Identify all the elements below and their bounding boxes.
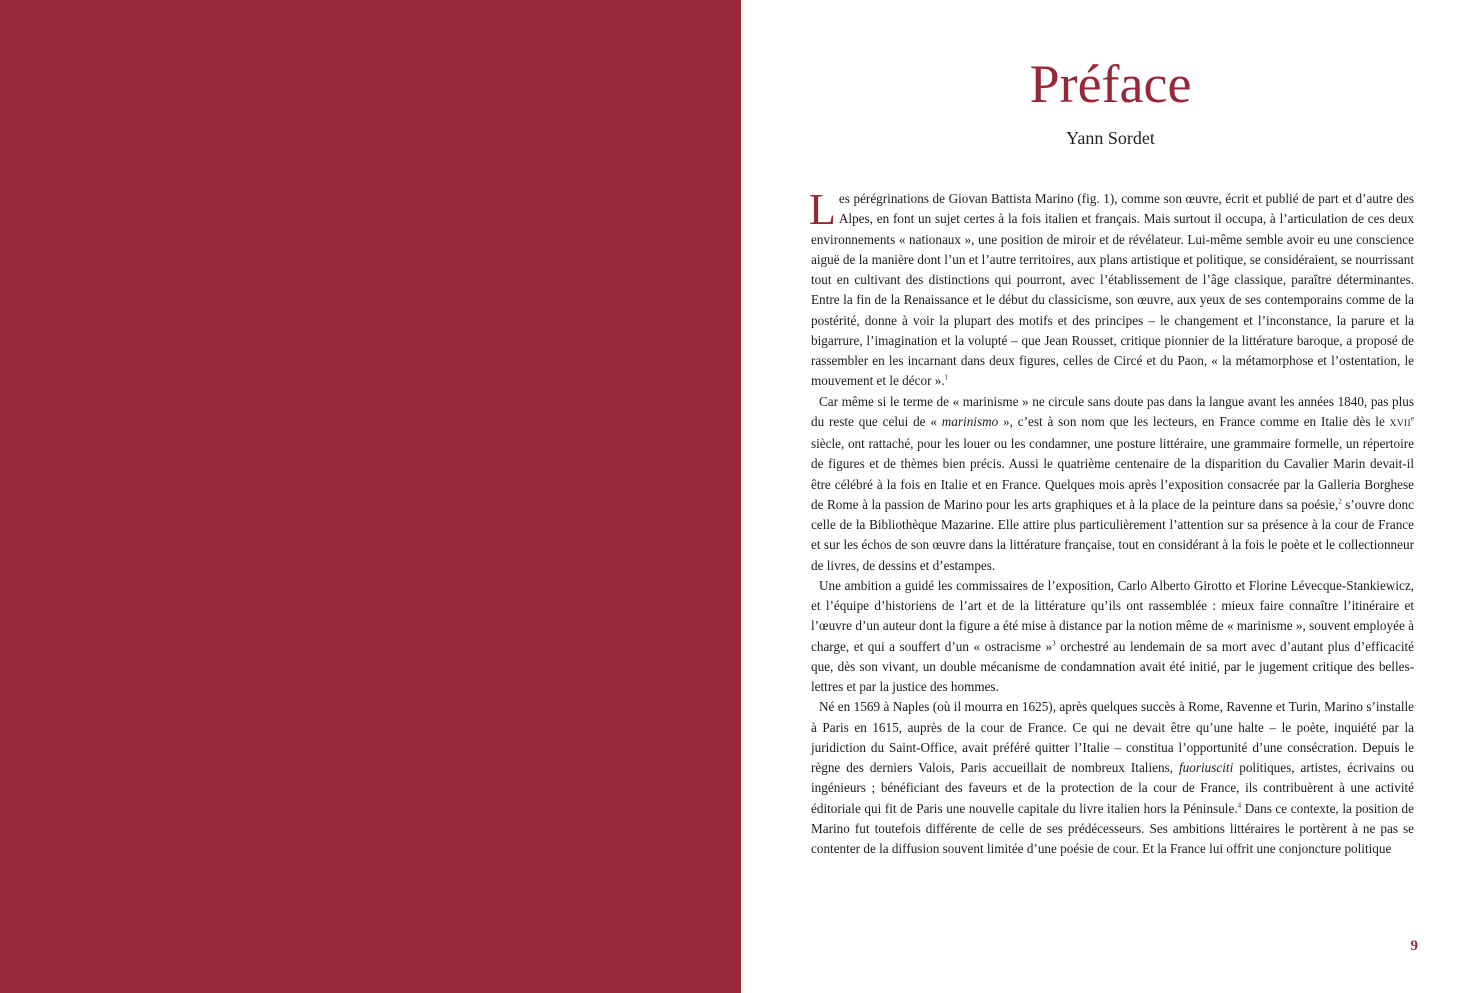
body-text <box>809 185 1415 859</box>
paragraph-4-text-a: Né en 1569 à Naples (où il mourra en 1625), après quelques succès à Rome, Ravenne et Turin, Marino s’installe à Paris en 1615, auprès de la cour de France. Ce qui ne devait être qu’une halte – le poète, inquiété par la juridiction du Saint-Office, avait préféré quitter l’Italie – constitua l’opportunité d’une consécration. Depuis le règne des derniers Valois, Paris accueillait de nombreux Italiens, <box>811 699 1414 775</box>
paragraph-2-text-b: », c’est à son nom que les lecteurs, en France comme en Italie dès le <box>998 413 1390 429</box>
footnote-ref-4: 4 <box>1237 801 1242 810</box>
footnote-ref-1: 1 <box>944 373 949 382</box>
footnote-ref-2: 2 <box>1338 497 1342 506</box>
paragraph-4-text-c: Dans ce contexte, la position de Marino fut toutefois différente de celle de ses prédécesseurs. Ses ambitions littéraires le portèrent à ne pas se contenter de la diffusion souvent limitée d’une poésie de cour. Et la France lui offrit une conjoncture politique <box>811 800 1414 856</box>
paragraph-3-text-a: Une ambition a guidé les commissaires de l’exposition, Carlo Alberto Girotto et Florine Lévecque-Stankiewicz, et l’équipe d’historiens de l’art et de la littérature qu’ils ont rassemblée : mieux faire connaître l’itinéraire et l’œuvre d’un auteur dont la figure a été mise à distance par la notion même de « marinisme », souvent employée à charge, et qui a souffert d’un « ostracisme » <box>811 577 1414 654</box>
right-page <box>741 0 1480 993</box>
century-superscript: e <box>1410 414 1415 423</box>
page-title: Préface <box>1029 54 1192 114</box>
paragraph-2-text-a: Car même si le terme de « marinisme » ne circule sans doute pas dans la langue avant les années 1840, pas plus du reste que celui de « <box>811 393 1414 429</box>
paragraph-4-text-b: politiques, artistes, écrivains ou ingénieurs ; bénéficiant des faveurs et de la protection de la cour de France, ils contribuèrent à une activité éditoriale qui fit de Paris une nouvelle capitale du livre italien hors la Péninsule. <box>811 760 1415 816</box>
paragraph-2-text-c: siècle, ont rattaché, pour les louer ou les condamner, une posture littéraire, une grammaire formelle, un répertoire de figures et de thèmes bien précis. Aussi le quatrième centenaire de la disparition du Cavalier Marin devait-il être célébré à la fois en Italie et en France. Quelques mois après l’exposition consacrée par la Galleria Borghese de Rome à la passion de Marino pour les arts graphiques et à la place de la peinture dans sa poésie, <box>811 436 1414 512</box>
drop-cap: L <box>809 185 836 234</box>
paragraph-4-italic: fuoriusciti <box>1179 760 1234 775</box>
page-number: 9 <box>1410 938 1418 954</box>
paragraph-3-text-b: orchestré au lendemain de sa mort avec d’autant plus d’efficacité que, dès son vivant, un double mécanisme de condamnation avait été initié, par le jugement critique des belles-lettres et par la justice des hommes. <box>811 638 1415 694</box>
author-name: Yann Sordet <box>1066 128 1155 148</box>
paragraph-2-italic: marinismo <box>941 413 999 429</box>
century-numeral: XVII <box>1389 418 1411 429</box>
paragraph-1-text: es pérégrinations de Giovan Battista Marino (fig. 1), comme son œuvre, écrit et publié de part et d’autre des Alpes, en font un sujet certes à la fois italien et français. Mais surtout il occupa, à l’articulation de ces deux environnements « nationaux », une position de miroir et de révélateur. Lui-même semble avoir eu une conscience aiguë de la manière dont l’un et l’autre territoires, aux plans artistique et politique, se considéraient, se nourrissant tout en cultivant des distinctions qui pourront, avec l’établissement de l’âge classique, paraître déterminantes. Entre la fin de la Renaissance et le début du classicisme, son œuvre, aux yeux de ses contemporains comme de la postérité, donne à voir la plupart des motifs et des principes – le changement et l’inconstance, la parure et la bigarrure, l’imagination et la volupté – que Jean Rousset, critique pionnier de la littérature baroque, a proposé de rassembler en les incarnant dans deux figures, celles de Circé et du Paon, « la métamorphose et l’ostentation, le mouvement et le décor ». <box>811 191 1414 389</box>
footnote-ref-3: 3 <box>1052 639 1056 648</box>
paragraph-4 <box>811 697 1414 859</box>
paragraph-1 <box>809 185 1414 392</box>
paragraph-2-text-d: s’ouvre donc celle de la Bibliothèque Mazarine. Elle attire plus particulièrement l’attention sur sa présence à la cour de France et sur les échos de son œuvre dans la littérature française, tout en considérant à la fois le poète et le collectionneur de livres, de dessins et d’estampes. <box>811 496 1414 573</box>
paragraph-3 <box>811 576 1414 698</box>
paragraph-2 <box>811 392 1414 576</box>
